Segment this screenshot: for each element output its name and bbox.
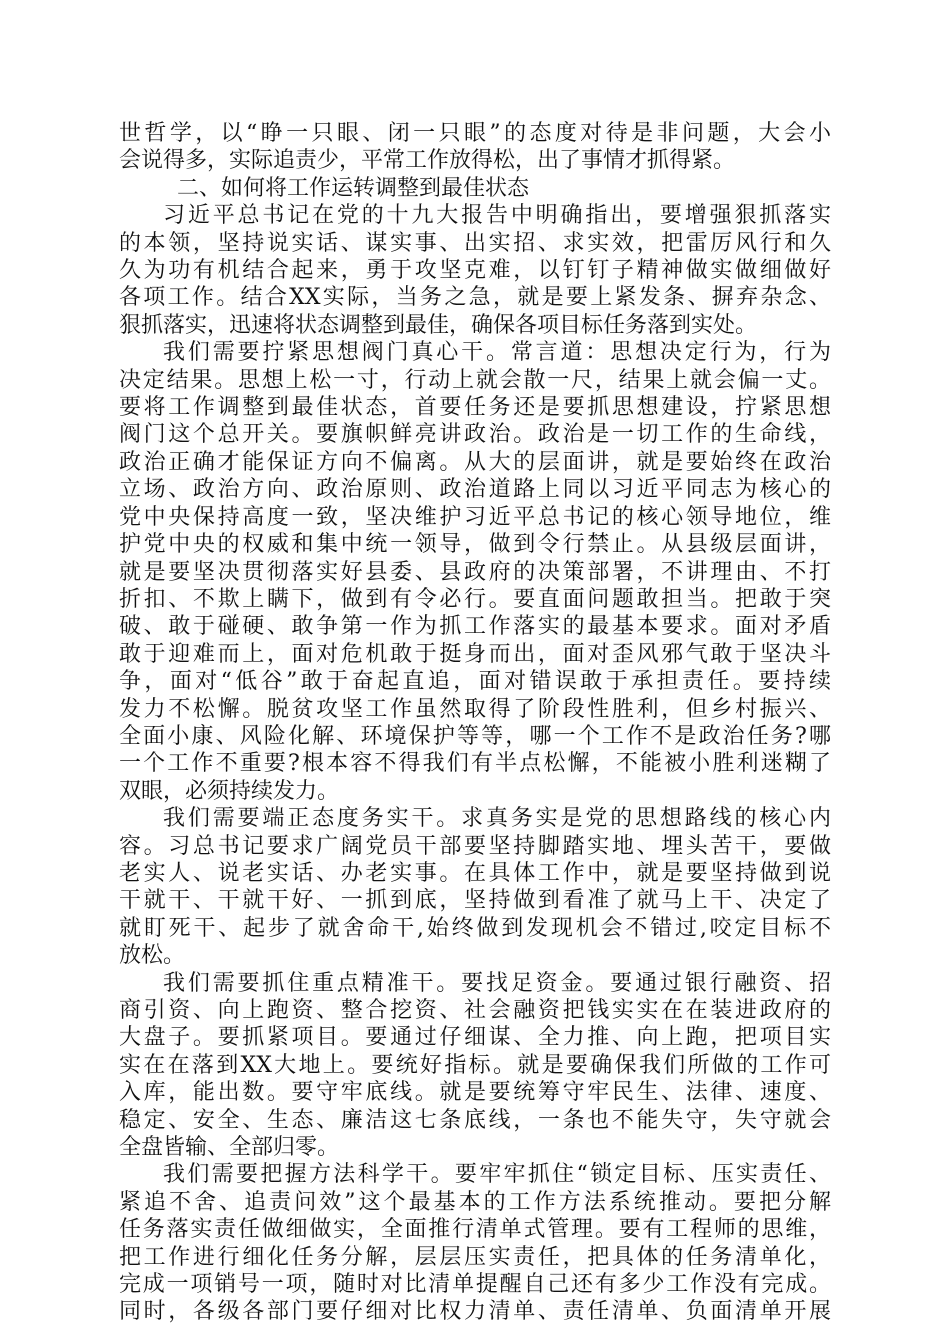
text-line: 紧追不舍、追责问效”这个最基本的工作方法系统推动。要把分解 <box>119 1189 831 1215</box>
text-line: 全面小康、风险化解、环境保护等等，哪一个工作不是政治任务?哪 <box>119 723 831 749</box>
paragraph-attitude <box>119 805 831 969</box>
paragraph-method <box>119 1161 831 1325</box>
text-line: 双眼，必须持续发力。 <box>119 778 340 804</box>
text-line: 党中央保持高度一致，坚决维护习近平总书记的核心领导地位，维 <box>119 504 831 530</box>
heading-text: 二、如何将工作运转调整到最佳状态 <box>177 175 530 201</box>
section-heading <box>119 175 831 202</box>
text-line: 习近平总书记在党的十九大报告中明确指出，要增强狠抓落实 <box>163 203 831 229</box>
text-line: 敢于迎难而上，面对危机敢于挺身而出，面对歪风邪气敢于坚决斗 <box>119 641 831 667</box>
text-line: 实在在落到XX大地上。要统好指标。就是要确保我们所做的工作可 <box>119 1052 831 1078</box>
text-line: 争，面对“低谷”敢于奋起直追，面对错误敢于承担责任。要持续 <box>119 669 831 695</box>
paragraph-thought <box>119 339 831 805</box>
text-line: 世哲学，以“睁一只眼、闭一只眼”的态度对待是非问题，大会小 <box>119 121 831 146</box>
text-line: 的本领，坚持说实话、谋实事、出实招、求实效，把雷厉风行和久 <box>119 230 831 256</box>
text-line: 破、敢于碰硬、敢争第一作为抓工作落实的最基本要求。面对矛盾 <box>119 614 831 640</box>
text-line: 入库，能出数。要守牢底线。就是要统筹守牢民生、法律、速度、 <box>119 1080 831 1106</box>
text-line: 发力不松懈。脱贫攻坚工作虽然取得了阶段性胜利，但乡村振兴、 <box>119 696 831 722</box>
text-line: 大盘子。要抓紧项目。要通过仔细谋、全力推、向上跑，把项目实 <box>119 1025 831 1051</box>
text-line: 完成一项销号一项，随时对比清单提醒自己还有多少工作没有完成。 <box>119 1272 831 1298</box>
text-line: 同时，各级各部门要仔细对比权力清单、责任清单、负面清单开展 <box>119 1299 831 1325</box>
text-line: 我们需要端正态度务实干。求真务实是党的思想路线的核心内 <box>163 806 831 832</box>
text-line: 任务落实责任做细做实，全面推行清单式管理。要有工程师的思维， <box>119 1217 831 1243</box>
text-line: 就盯死干、起步了就舍命干,始终做到发现机会不错过,咬定目标不 <box>119 915 831 941</box>
text-line: 我们需要把握方法科学干。要牢牢抓住“锁定目标、压实责任、 <box>163 1162 831 1188</box>
text-line: 立场、政治方向、政治原则、政治道路上同以习近平同志为核心的 <box>119 477 831 503</box>
text-line: 老实人、说老实话、办老实事。在具体工作中，就是要坚持做到说 <box>119 860 831 886</box>
text-line: 我们需要抓住重点精准干。要找足资金。要通过银行融资、招 <box>163 970 831 996</box>
text-line: 干就干、干就干好、一抓到底，坚持做到看准了就马上干、决定了 <box>119 888 831 914</box>
text-line: 容。习总书记要求广阔党员干部要坚持脚踏实地、埋头苦干，要做 <box>119 833 831 859</box>
text-line: 阀门这个总开关。要旗帜鲜亮讲政治。政治是一切工作的生命线， <box>119 422 831 448</box>
text-line: 护党中央的权威和集中统一领导，做到令行禁止。从县级层面讲， <box>119 532 831 558</box>
text-line: 把工作进行细化任务分解，层层压实责任，把具体的任务清单化， <box>119 1244 831 1270</box>
text-line: 折扣、不欺上瞒下，做到有令必行。要直面问题敢担当。把敢于突 <box>119 586 831 612</box>
document-body <box>119 120 831 1326</box>
text-line: 我们需要拧紧思想阀门真心干。常言道：思想决定行为，行为 <box>163 340 831 366</box>
text-line: 放松。 <box>119 943 186 969</box>
paragraph-focus <box>119 970 831 1162</box>
text-line: 要将工作调整到最佳状态，首要任务还是要抓思想建设，拧紧思想 <box>119 395 831 421</box>
text-line: 狠抓落实，迅速将状态调整到最佳，确保各项目标任务落到实处。 <box>119 312 758 338</box>
text-line: 全盘皆输、全部归零。 <box>119 1135 340 1161</box>
text-line: 一个工作不重要?根本容不得我们有半点松懈，不能被小胜利迷糊了 <box>119 751 831 777</box>
text-line: 决定结果。思想上松一寸，行动上就会散一尺，结果上就会偏一丈。 <box>119 367 831 393</box>
text-line: 稳定、安全、生态、廉洁这七条底线，一条也不能失守，失守就会 <box>119 1107 831 1133</box>
paragraph-closing-fragment <box>119 120 831 175</box>
text-line: 会说得多，实际追责少，平常工作放得松，出了事情才抓得紧。 <box>119 148 736 174</box>
text-line: 政治正确才能保证方向不偏离。从大的层面讲，就是要始终在政治 <box>119 449 831 475</box>
text-line: 商引资、向上跑资、整合挖资、社会融资把钱实实在在装进政府的 <box>119 998 831 1023</box>
text-line: 就是要坚决贯彻落实好县委、县政府的决策部署，不讲理由、不打 <box>119 559 831 585</box>
text-line: 各项工作。结合XX实际，当务之急，就是要上紧发条、摒弃杂念、 <box>119 285 831 311</box>
paragraph-intro <box>119 202 831 339</box>
text-line: 久为功有机结合起来，勇于攻坚克难，以钉钉子精神做实做细做好 <box>119 258 831 284</box>
